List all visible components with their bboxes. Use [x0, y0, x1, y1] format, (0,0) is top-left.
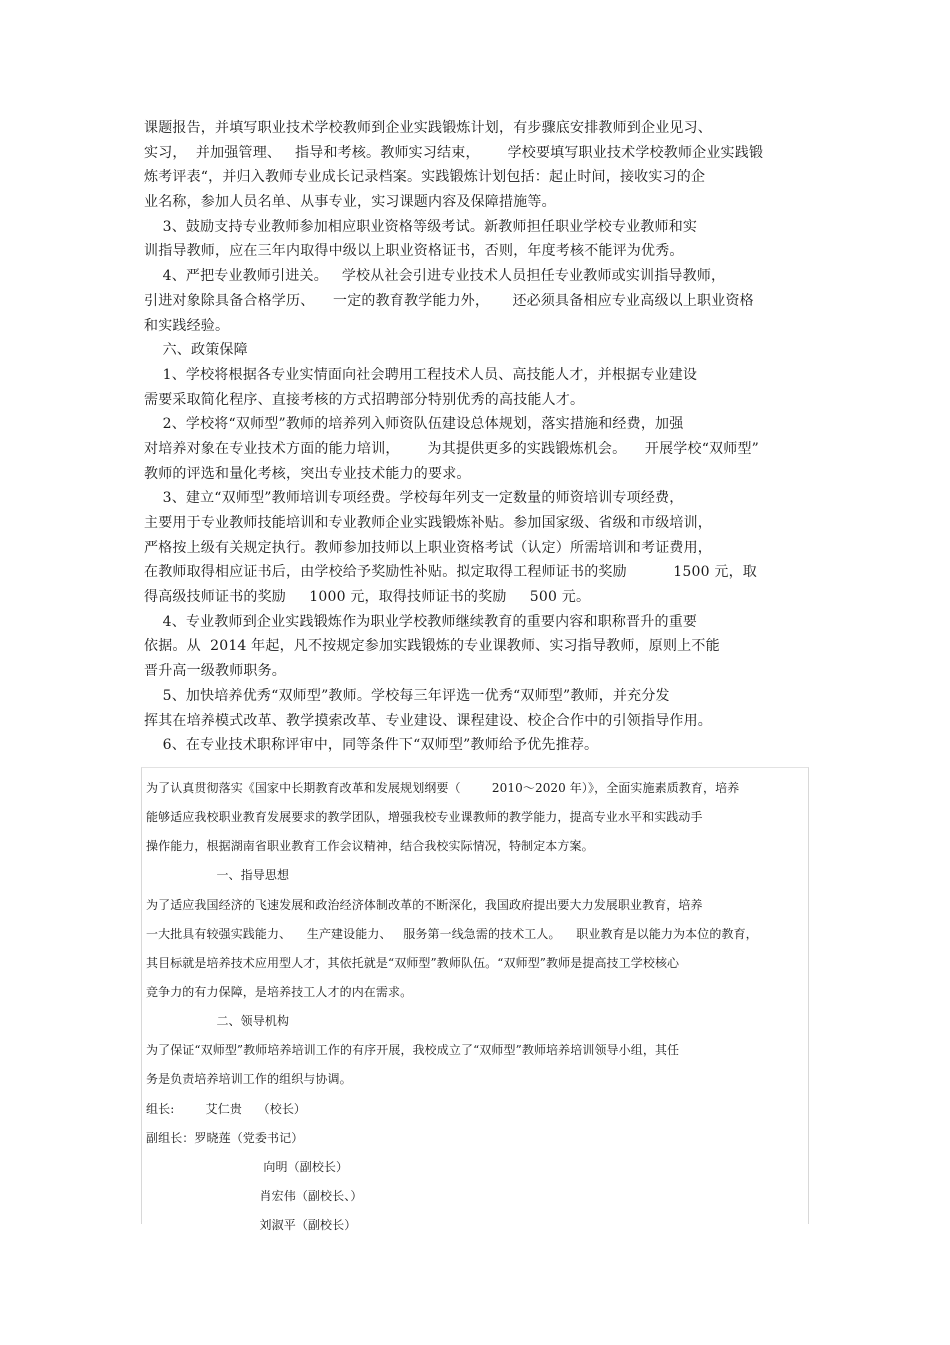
- text-line: 对培养对象在专业技术方面的能力培训， 为其提供更多的实践锻炼机会。 开展学校“双师型”: [144, 440, 760, 457]
- text-line: 3、鼓励支持专业教师参加相应职业资格等级考试。新教师担任职业学校专业教师和实: [144, 218, 698, 235]
- text-line: 能够适应我校职业教育发展要求的教学团队，增强我校专业课教师的教学能力，提高专业水平和实践动手: [146, 810, 703, 825]
- text-line: 课题报告，并填写职业技术学校教师到企业实践锻炼计划，有步骤底安排教师到企业见习、: [144, 120, 712, 136]
- text-line: 向明（副校长）: [146, 1159, 349, 1174]
- text-line: 挥其在培养模式改革、教学摸索改革、专业建设、课程建设、校企合作中的引领指导作用。: [144, 712, 712, 729]
- text-line: 2、学校将“双师型”教师的培养列入师资队伍建设总体规划，落实措施和经费，加强: [144, 416, 684, 433]
- text-line: 和实践经验。: [144, 317, 230, 334]
- text-line: 5、加快培养优秀“双师型”教师。学校每三年评选一优秀“双师型”教师，并充分发: [144, 687, 670, 704]
- text-line: 组长: 艾仁贵 （校长）: [146, 1101, 307, 1116]
- text-line: 为了认真贯彻落实《国家中长期教育改革和发展规划纲要（ 2010～2020 年）》，全面实施素质教育，培养: [146, 781, 740, 795]
- text-line: 二、领导机构: [146, 1014, 290, 1029]
- text-line: 4、严把专业教师引进关。 学校从社会引进专业技术人员担任专业教师或实训指导教师，: [144, 268, 726, 285]
- text-line: 为了保证“双师型”教师培养培训工作的有序开展，我校成立了“双师型”教师培养培训领导小组，其任: [146, 1043, 680, 1058]
- text-line: 4、专业教师到企业实践锻炼作为职业学校教师继续教育的重要内容和职称晋升的重要: [144, 613, 698, 630]
- text-line: 主要用于专业教师技能培训和专业教师企业实践锻炼补贴。参加国家级、省级和市级培训，: [144, 515, 712, 531]
- section-plan-text: [146, 774, 806, 1240]
- text-line: 3、建立“双师型”教师培训专项经费。学校每年列支一定数量的师资培训专项经费，: [144, 490, 684, 507]
- text-line: 1、学校将根据各专业实情面向社会聘用工程技术人员、高技能人才，并根据专业建设: [144, 366, 698, 383]
- text-line: 依据。从 2014 年起，凡不按规定参加实践锻炼的专业课教师、实习指导教师，原则上不能: [144, 638, 720, 655]
- text-line: 务是负责培养培训工作的组织与协调。: [146, 1072, 352, 1087]
- text-line: 教师的评选和量化考核，突出专业技术能力的要求。: [144, 465, 471, 482]
- text-line: 炼考评表“，并归入教师专业成长记录档案。实践锻炼计划包括：起止时间，接收实习的企: [144, 169, 706, 186]
- text-line: 训指导教师，应在三年内取得中级以上职业资格证书，否则，年度考核不能评为优秀。: [144, 243, 684, 260]
- text-line: 副组长：罗晓莲（党委书记）: [146, 1130, 304, 1145]
- text-line: 竞争力的有力保障，是培养技工人才的内在需求。: [146, 984, 413, 999]
- text-line: 一大批具有较强实践能力、 生产建设能力、 服务第一线急需的技术工人。 职业教育是以能力为本位的教育，: [146, 926, 758, 941]
- text-line: 六、政策保障: [144, 342, 248, 359]
- text-line: 6、在专业技术职称评审中，同等条件下“双师型”教师给予优先推荐。: [144, 737, 599, 754]
- text-line: 需要采取简化程序、直接考核的方式招聘部分特别优秀的高技能人才。: [144, 391, 585, 408]
- text-line: 引进对象除具备合格学历、 一定的教育教学能力外， 还必须具备相应专业高级以上职业资格: [144, 292, 754, 309]
- text-line: 操作能力，根据湖南省职业教育工作会议精神，结合我校实际情况，特制定本方案。: [146, 839, 594, 854]
- section-policy-text: [144, 116, 824, 758]
- text-line: 为了适应我国经济的飞速发展和政治经济体制改革的不断深化，我国政府提出要大力发展职业教育，培养: [146, 897, 703, 912]
- text-line: 业名称，参加人员名单、从事专业，实习课题内容及保障措施等。: [144, 194, 556, 211]
- text-line: 得高级技师证书的奖励 1000 元，取得技师证书的奖励 500 元。: [144, 589, 591, 606]
- text-line: 晋升高一级教师职务。: [144, 663, 286, 680]
- text-line: 实习， 并加强管理、 指导和考核。教师实习结束， 学校要填写职业技术学校教师企业实践锻: [144, 144, 764, 161]
- text-line: 一、指导思想: [146, 868, 290, 883]
- text-line: 严格按上级有关规定执行。教师参加技师以上职业资格考试（认定）所需培训和考证费用，: [144, 539, 712, 556]
- text-line: 在教师取得相应证书后，由学校给予奖励性补贴。拟定取得工程师证书的奖励 1500 元，取: [144, 564, 757, 581]
- text-line: 刘淑平（副校长）: [146, 1218, 357, 1233]
- text-line: 其目标就是培养技术应用型人才，其依托就是“双师型”教师队伍。“双师型”教师是提高技工学校核心: [146, 955, 680, 970]
- text-line: 肖宏伟（副校长、）: [146, 1188, 363, 1203]
